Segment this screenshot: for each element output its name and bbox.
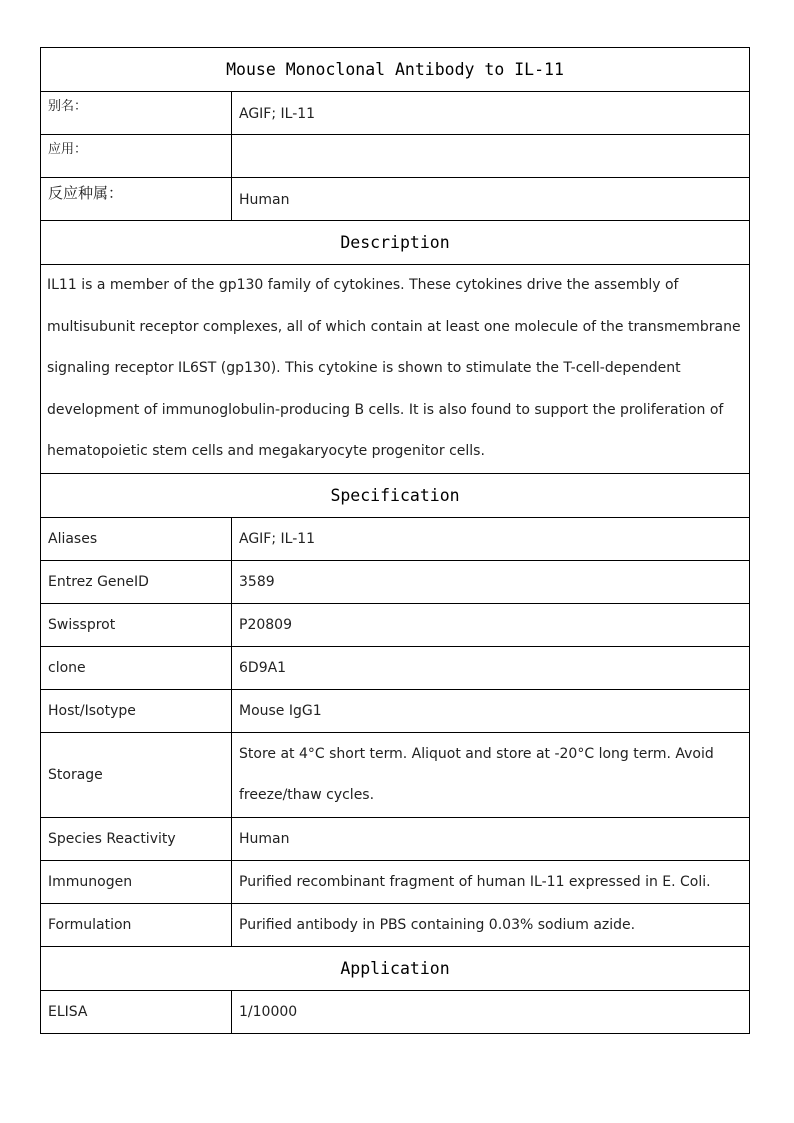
spec-row (41, 903, 750, 946)
info-row-reactivity (41, 178, 750, 221)
spec-value: Mouse IgG1 (232, 689, 750, 732)
spec-label: Immunogen (41, 860, 232, 903)
application-label: ELISA (41, 990, 232, 1033)
product-title: Mouse Monoclonal Antibody to IL-11 (41, 48, 750, 92)
spec-value: AGIF; IL-11 (232, 517, 750, 560)
info-value: Human (232, 178, 750, 221)
title-row (41, 48, 750, 92)
spec-label: clone (41, 646, 232, 689)
info-label: 应用： (41, 135, 232, 178)
info-value: AGIF; IL-11 (232, 92, 750, 135)
spec-label: Storage (41, 732, 232, 817)
spec-row (41, 732, 750, 817)
spec-label: Entrez GeneID (41, 560, 232, 603)
section-heading-application: Application (41, 946, 750, 990)
spec-row (41, 603, 750, 646)
section-heading-description: Description (41, 221, 750, 265)
description-heading-row (41, 221, 750, 265)
spec-label: Aliases (41, 517, 232, 560)
info-row-alias (41, 92, 750, 135)
spec-label: Species Reactivity (41, 817, 232, 860)
application-row (41, 990, 750, 1033)
spec-value: Purified antibody in PBS containing 0.03% sodium azide. (232, 903, 750, 946)
description-row (41, 265, 750, 474)
spec-label: Swissprot (41, 603, 232, 646)
datasheet-table (40, 47, 750, 1034)
info-value (232, 135, 750, 178)
spec-label: Formulation (41, 903, 232, 946)
application-heading-row (41, 946, 750, 990)
spec-row (41, 817, 750, 860)
description-text: IL11 is a member of the gp130 family of cytokines. These cytokines drive the assembly of multisubunit receptor complexes, all of which contain at least one molecule of the transmembrane signaling receptor IL6ST (gp130). This cytokine is shown to stimulate the T-cell-dependent development of immunoglobulin-producing B cells. It is also found to support the proliferation of hematopoietic stem cells and megakaryocyte progenitor cells. (41, 265, 750, 474)
application-value: 1/10000 (232, 990, 750, 1033)
spec-value: Purified recombinant fragment of human IL-11 expressed in E. Coli. (232, 860, 750, 903)
spec-row (41, 689, 750, 732)
spec-value: 3589 (232, 560, 750, 603)
spec-row (41, 860, 750, 903)
spec-value: Human (232, 817, 750, 860)
info-row-application (41, 135, 750, 178)
spec-label: Host/Isotype (41, 689, 232, 732)
section-heading-specification: Specification (41, 473, 750, 517)
spec-row (41, 517, 750, 560)
info-label: 别名： (41, 92, 232, 135)
spec-row (41, 646, 750, 689)
spec-value: Store at 4°C short term. Aliquot and store at -20°C long term. Avoid freeze/thaw cycles. (232, 732, 750, 817)
specification-heading-row (41, 473, 750, 517)
spec-value: P20809 (232, 603, 750, 646)
info-label: 反应种属： (41, 178, 232, 221)
spec-row (41, 560, 750, 603)
spec-value: 6D9A1 (232, 646, 750, 689)
